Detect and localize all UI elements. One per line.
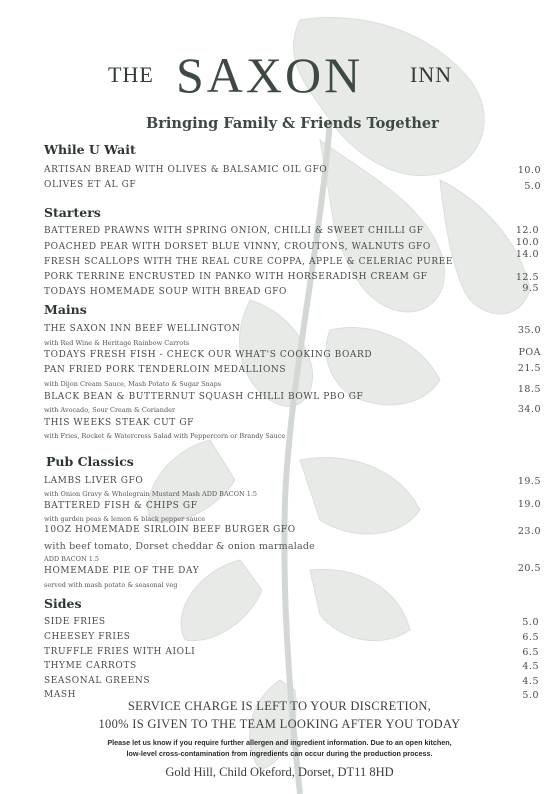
menu-item: ARTISAN BREAD WITH OLIVES & BALSAMIC OIL GFO [44, 165, 328, 175]
menu-price: 19.0 [517, 499, 541, 510]
menu-item: TODAYS HOMEMADE SOUP WITH BREAD GFO [44, 287, 287, 297]
menu-price: 6.5 [522, 647, 539, 658]
menu-price: POA [518, 347, 541, 358]
menu-item-description: with garden peas & lemon & black pepper sauce [44, 515, 206, 523]
menu-item: OLIVES ET AL GF [44, 180, 137, 190]
allergen-notice-line2: low-level cross-contamination from ingredients can occur during the production process. [126, 749, 433, 758]
menu-item: FRESH SCALLOPS WITH THE REAL CURE COPPA, APPLE & CELERIAC PUREE [44, 257, 454, 267]
service-charge-note-line2: 100% IS GIVEN TO THE TEAM LOOKING AFTER YOU TODAY [98, 717, 461, 731]
section-heading-pub-classics: Pub Classics [46, 454, 134, 469]
menu-price: 10.0 [517, 165, 541, 176]
menu-item: PAN FRIED PORK TENDERLOIN MEDALLIONS [44, 365, 287, 375]
menu-price: 35.0 [517, 325, 541, 336]
title-inn: INN [410, 62, 453, 87]
menu-price: 12.5 [515, 272, 539, 283]
menu-price: 12.0 [515, 225, 539, 236]
menu-price: 6.5 [522, 632, 539, 643]
menu-price: 9.5 [522, 283, 539, 294]
menu-item-description: with Onion Gravy & Wholegrain Mustard Mash ADD BACON 1.5 [44, 490, 258, 498]
menu-item: THYME CARROTS [44, 661, 137, 671]
menu-price: 4.5 [522, 661, 539, 672]
menu-item-description: with Avocado, Sour Cream & Coriander [44, 406, 176, 414]
menu-price: 14.0 [515, 249, 539, 260]
menu-price: 21.5 [517, 363, 541, 374]
title-the: THE [108, 62, 154, 87]
menu-price: 5.0 [522, 617, 539, 628]
menu-item-description: with Red Wine & Heritage Rainbow Carrots [44, 339, 190, 347]
menu-item: MASH [44, 690, 77, 700]
menu-item: PORK TERRINE ENCRUSTED IN PANKO WITH HORSERADISH CREAM GF [44, 272, 428, 282]
menu-item: HOMEMADE PIE OF THE DAY [44, 566, 200, 576]
section-heading-sides: Sides [44, 596, 82, 611]
menu-item: THE SAXON INN BEEF WELLINGTON [44, 324, 241, 334]
menu-item: CHEESEY FRIES [44, 632, 131, 642]
service-charge-note: SERVICE CHARGE IS LEFT TO YOUR DISCRETION, [127, 699, 432, 713]
menu-price: 20.5 [517, 563, 541, 574]
address: Gold Hill, Child Okeford, Dorset, DT11 8HD [165, 765, 394, 779]
menu-item: THIS WEEKS STEAK CUT GF [44, 418, 194, 428]
menu-item-description: with beef tomato, Dorset cheddar & onion marmalade [44, 541, 315, 552]
menu-item: TRUFFLE FRIES WITH AIOLI [44, 647, 196, 657]
menu-price: 5.0 [522, 690, 539, 701]
menu-item-description: served with mash potato & seasonal veg [44, 581, 178, 589]
menu-price: 23.0 [517, 526, 541, 537]
section-heading-mains: Mains [44, 302, 87, 317]
menu-item: SIDE FRIES [44, 617, 106, 627]
menu-item: BATTERED FISH & CHIPS GF [44, 501, 198, 511]
menu-item: 10OZ HOMEMADE SIRLOIN BEEF BURGER GFO [44, 525, 296, 535]
section-heading-while-u-wait: While U Wait [44, 142, 136, 157]
menu-item: TODAYS FRESH FISH - CHECK OUR WHAT'S COOKING BOARD [44, 350, 373, 360]
menu-item: BLACK BEAN & BUTTERNUT SQUASH CHILLI BOWL PBO GF [44, 392, 364, 402]
allergen-notice: Please let us know if you require further allergen and ingredient information. Due to an open kitchen, [107, 738, 452, 747]
menu-price: 10.0 [515, 237, 539, 248]
menu-price: 19.5 [517, 476, 541, 487]
restaurant-name: SAXON [176, 47, 364, 103]
section-heading-starters: Starters [44, 205, 101, 220]
menu-item: SEASONAL GREENS [44, 676, 151, 686]
menu-price: 5.0 [524, 181, 541, 192]
menu-item-description: with Dijon Cream Sauce, Mash Potato & Sugar Snaps [44, 380, 222, 388]
menu-item: POACHED PEAR WITH DORSET BLUE VINNY, CROUTONS, WALNUTS GFO [44, 242, 431, 252]
menu-price: 4.5 [522, 676, 539, 687]
menu-item: LAMBS LIVER GFO [44, 476, 144, 486]
tagline: Bringing Family & Friends Together [146, 115, 439, 132]
menu-price: 34.0 [517, 404, 541, 415]
menu-item-addon: ADD BACON 1.5 [44, 555, 100, 563]
menu-price: 18.5 [517, 384, 541, 395]
menu-item-description: with Fries, Rocket & Watercress Salad with Peppercorn or Brandy Sauce [44, 432, 286, 440]
menu-item: BATTERED PRAWNS WITH SPRING ONION, CHILLI & SWEET CHILLI GF [44, 226, 424, 236]
